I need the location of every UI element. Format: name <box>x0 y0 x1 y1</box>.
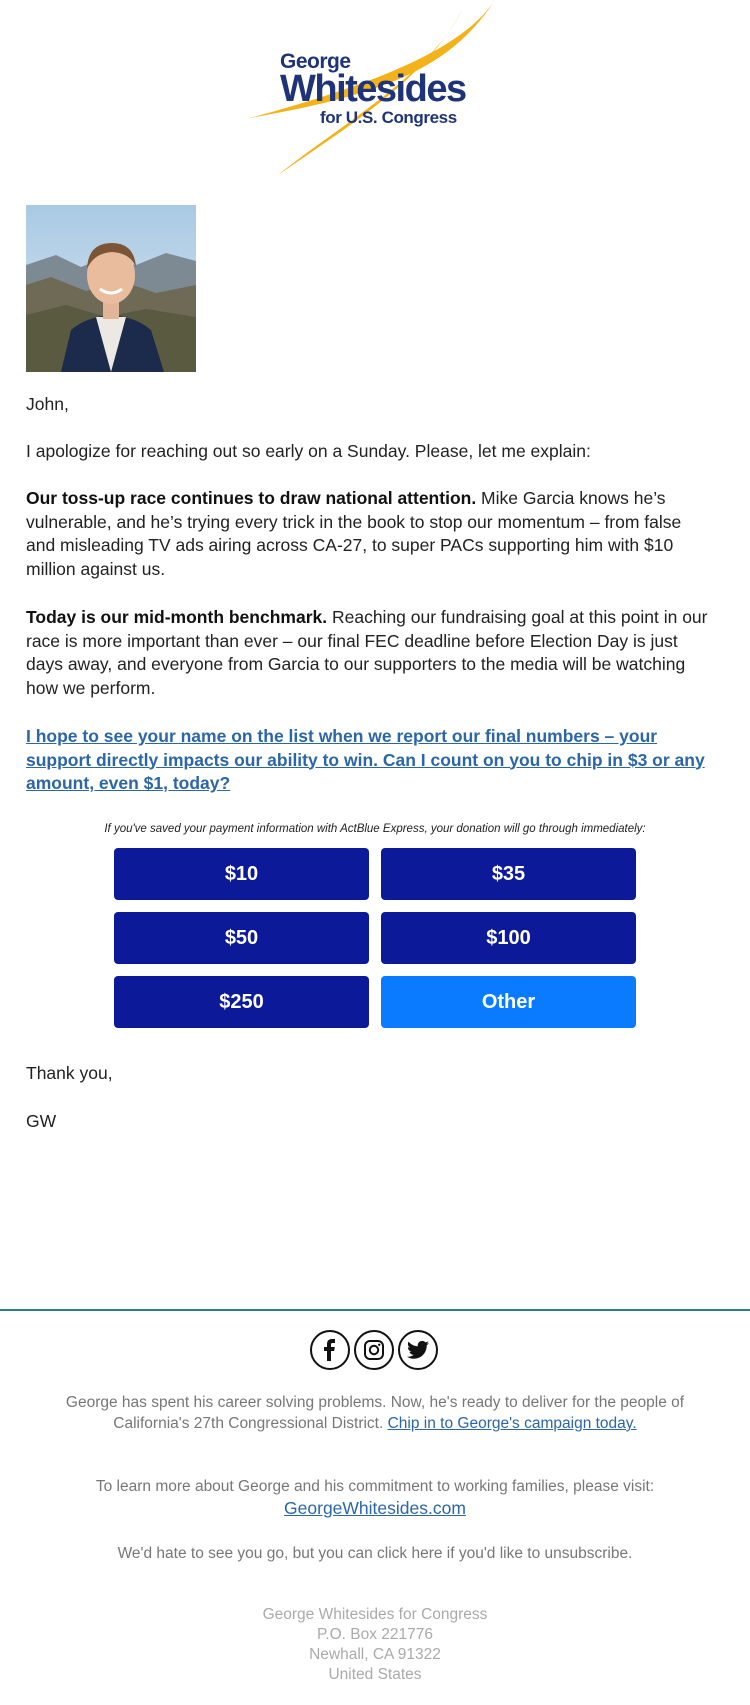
address-line-1: George Whitesides for Congress <box>262 1606 488 1623</box>
unsubscribe-link[interactable]: We'd hate to see you go, but you can click here if you'd like to unsubscribe. <box>117 1545 633 1562</box>
actblue-express-note: If you've saved your payment information with ActBlue Express, your donation will go through immediately: <box>104 823 646 835</box>
donate-50-button[interactable]: $50 <box>114 912 369 964</box>
donate-100-button[interactable]: $100 <box>381 912 636 964</box>
website-link[interactable]: GeorgeWhitesides.com <box>284 1498 466 1518</box>
donate-cta-link[interactable]: I hope to see your name on the list when we report our final numbers – your support directly impacts our ability to win. Can I count on you to chip in $3 or any amount, even $1, today? <box>26 726 705 793</box>
footer-divider <box>0 1309 750 1311</box>
chip-in-link[interactable]: Chip in to George's campaign today. <box>387 1415 637 1432</box>
attention-body: Mike Garcia knows he’s vulnerable, and he’s trying every trick in the book to stop our momentum – from false and misleading TV ads airing across CA-27, to super PACs supporting him with $10 million against us. <box>26 488 682 579</box>
candidate-photo <box>26 205 196 372</box>
donate-250-button[interactable]: $250 <box>114 976 369 1028</box>
signature: GW <box>26 1111 57 1131</box>
attention-paragraph <box>26 487 712 581</box>
benchmark-heading: Today is our mid-month benchmark. <box>26 607 328 627</box>
logo-tagline: for U.S. Congress <box>320 108 457 127</box>
address-line-2: P.O. Box 221776 <box>316 1626 434 1643</box>
benchmark-body: Reaching our fundraising goal at this point in our race is more important than ever – our final FEC deadline before Election Day is just days away, and everyone from Garcia to our supporters to the media will be watching how we perform. <box>26 607 708 698</box>
about-paragraph <box>60 1392 690 1434</box>
intro-paragraph: I apologize for reaching out so early on a Sunday. Please, let me explain: <box>26 441 591 461</box>
address-line-4: United States <box>328 1666 422 1683</box>
twitter-icon[interactable] <box>398 1330 438 1370</box>
learn-more-text: To learn more about George and his commitment to working families, please visit: <box>95 1478 655 1495</box>
logo-last-name: Whitesides <box>280 68 466 110</box>
website-row <box>60 1496 690 1520</box>
donate-35-button[interactable]: $35 <box>381 848 636 900</box>
instagram-icon[interactable] <box>354 1330 394 1370</box>
donate-10-button[interactable]: $10 <box>114 848 369 900</box>
about-text: George has spent his career solving problems. Now, he's ready to deliver for the people of California's 27th Congressional District. <box>65 1394 685 1432</box>
mailing-address <box>0 1605 750 1685</box>
signoff: Thank you, <box>26 1063 113 1083</box>
campaign-logo <box>250 0 500 180</box>
greeting: John, <box>26 394 69 414</box>
attention-heading: Our toss-up race continues to draw national attention. <box>26 488 477 508</box>
benchmark-paragraph <box>26 606 712 700</box>
facebook-icon[interactable] <box>310 1330 350 1370</box>
address-line-3: Newhall, CA 91322 <box>309 1646 441 1663</box>
donate-other-button[interactable]: Other <box>381 976 636 1028</box>
logo-first-name: George <box>280 50 351 73</box>
